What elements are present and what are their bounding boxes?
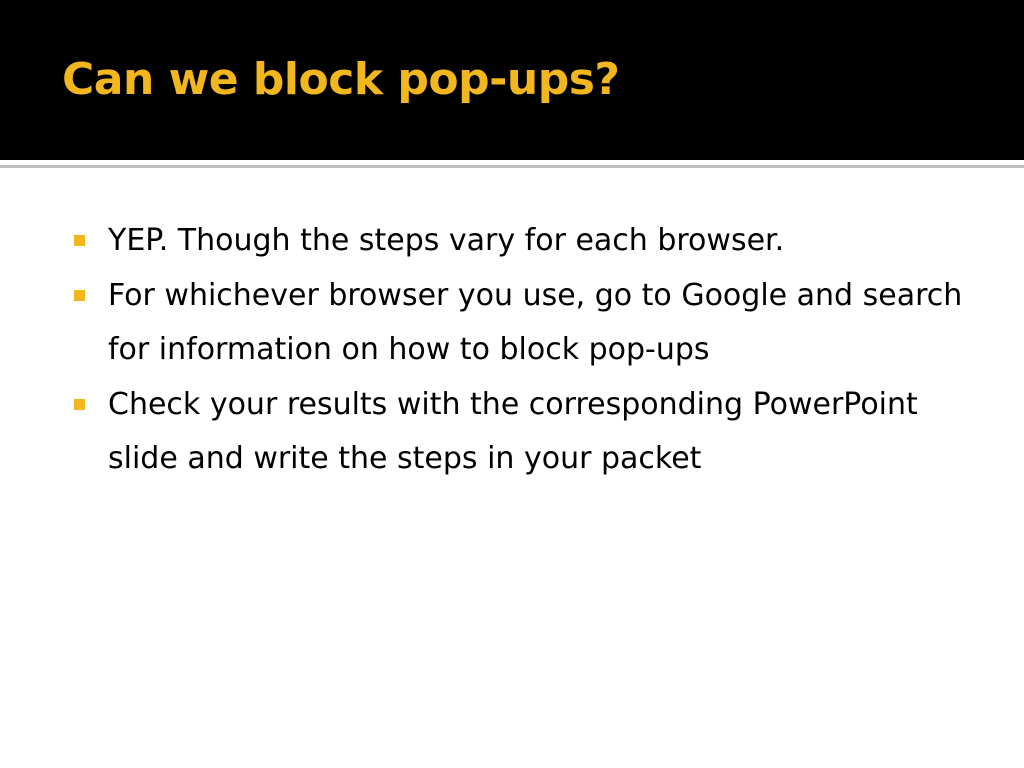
title-divider: [0, 160, 1024, 168]
bullet-list: [72, 214, 972, 487]
square-bullet-icon: [74, 235, 85, 246]
square-bullet-icon: [74, 399, 85, 410]
title-bar: [0, 0, 1024, 160]
bullet-text: For whichever browser you use, go to Google and search for information on how to block pop-ups: [108, 277, 963, 367]
bullet-text: Check your results with the corresponding PowerPoint slide and write the steps in your packet: [108, 386, 918, 476]
square-bullet-icon: [74, 290, 85, 301]
bullet-text: YEP. Though the steps vary for each browser.: [108, 223, 785, 258]
bullet-item: [72, 378, 972, 487]
bullet-item: [72, 269, 972, 378]
slide-title: Can we block pop-ups?: [62, 54, 620, 105]
bullet-item: [72, 214, 972, 269]
